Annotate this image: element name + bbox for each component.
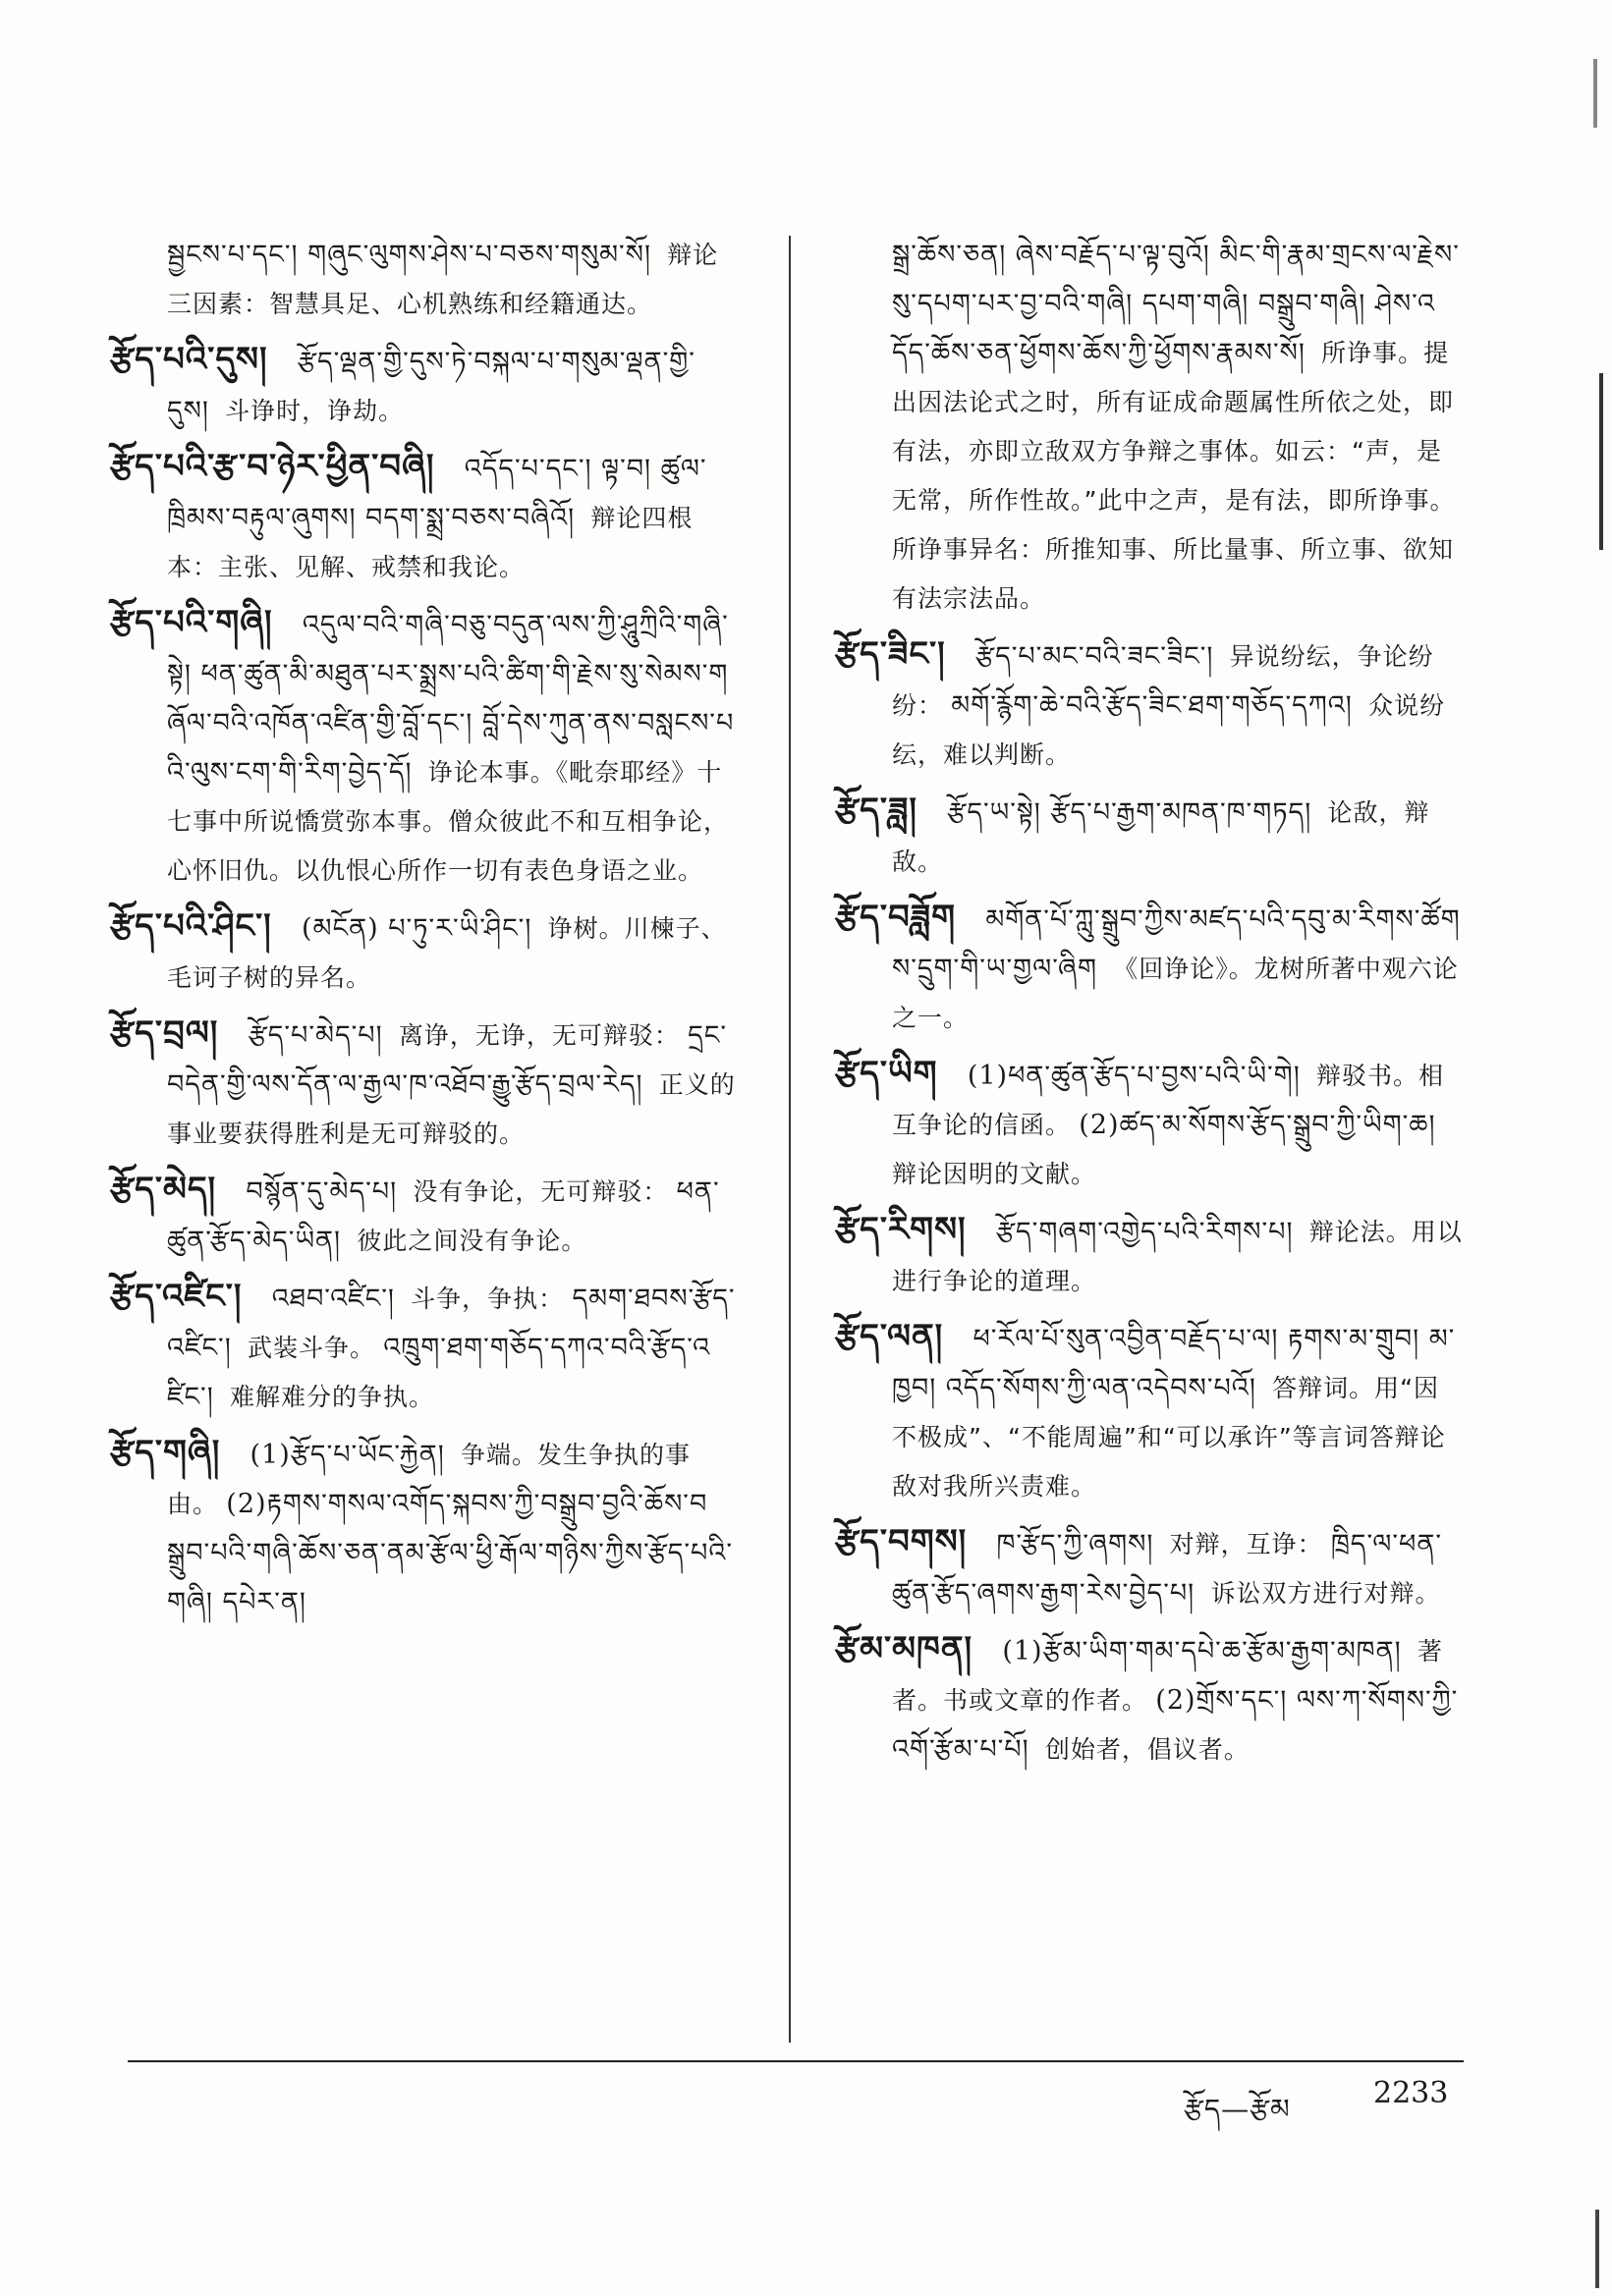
entry-headword: རྩོད་རིགས། bbox=[835, 1210, 967, 1249]
dictionary-entry bbox=[110, 442, 739, 592]
left-column bbox=[110, 231, 739, 1633]
scan-edge-mark bbox=[1599, 373, 1603, 550]
entry-tibetan: རྩོད་གཞག་འགྱེད་པའི་རིགས་པ། bbox=[995, 1217, 1294, 1247]
sense-tibetan: (2)ཚད་མ་སོགས་རྩོད་སྒྲུབ་ཀྱི་ཡིག་ཆ། bbox=[1079, 1110, 1436, 1140]
entry-headword: རྩོད་གཞི། bbox=[110, 1433, 221, 1472]
scan-edge-mark bbox=[1593, 59, 1597, 128]
entry-chinese: 离诤，无诤，无可辩驳： bbox=[398, 1021, 680, 1050]
entry-headword: རྩོད་པའི་ཤིང་། bbox=[110, 906, 272, 946]
entry-headword: རྩོད་ཡིག bbox=[835, 1054, 938, 1093]
example-chinese: 武装斗争。 bbox=[248, 1334, 376, 1362]
dictionary-entry bbox=[835, 1312, 1464, 1511]
entry-chinese: 异说纷纭，争论纷纷： bbox=[892, 642, 1434, 720]
entry-headword: རྩོད་ལན། bbox=[835, 1317, 944, 1356]
dictionary-entry bbox=[835, 1517, 1464, 1618]
example-chinese: 正义的事业要获得胜利是无可辩驳的。 bbox=[167, 1070, 736, 1148]
entry-chinese: 著者。书或文章的作者。 bbox=[892, 1637, 1443, 1715]
entry-tibetan: འདོད་པ་དང་། ལྟ་བ། ཚུལ་ཁྲིམས་བརྟུལ་ཞུགས། བདག་སྨྲ་བཅས་བཞིའོ། bbox=[167, 454, 707, 533]
entry-chinese: 争端。发生争执的事由。 bbox=[167, 1441, 691, 1518]
dictionary-entry bbox=[835, 893, 1464, 1043]
dictionary-entry bbox=[835, 629, 1464, 780]
dictionary-entry bbox=[835, 231, 1464, 624]
dictionary-entry bbox=[110, 231, 739, 329]
entry-chinese: 所诤事。提出因法论式之时，所有证成命题属性所依之处，即有法，亦即立敌双方争辩之事体。如云：“声，是无常，所作性故。”此中之声，是有法，即所诤事。所诤事异名：所推知事、所比量事、所立事、欲知有法宗法品。 bbox=[892, 339, 1456, 613]
dictionary-entry bbox=[110, 1009, 739, 1159]
entry-tibetan: (1)རྩོམ་ཡིག་གམ་དཔེ་ཆ་རྩོམ་རྒྱག་མཁན། bbox=[1002, 1636, 1402, 1667]
sense-chinese: 辩论因明的文献。 bbox=[892, 1160, 1097, 1188]
entry-chinese: 斗争，争执： bbox=[411, 1285, 565, 1313]
entry-headword: རྩོད་པའི་གཞི། bbox=[110, 603, 273, 642]
entry-tibetan: བསྙོན་དུ་མེད་པ། bbox=[246, 1176, 398, 1207]
dictionary-entry bbox=[110, 335, 739, 436]
example-chinese: 诉讼双方进行对辩。 bbox=[1210, 1579, 1441, 1608]
entry-headword: རྩོད་འཛིང་། bbox=[110, 1277, 243, 1316]
entry-chinese: 《回诤论》。龙树所著中观六论之一。 bbox=[892, 955, 1459, 1032]
entry-headword: རྩོད་བྲལ། bbox=[110, 1013, 219, 1053]
entry-chinese: 诤树。川楝子、毛诃子树的异名。 bbox=[167, 914, 727, 992]
entry-chinese: 辩论法。用以进行争论的道理。 bbox=[892, 1218, 1463, 1295]
entry-tibetan: ཁ་རྩོད་ཀྱི་ཞགས། bbox=[996, 1529, 1154, 1559]
example-chinese: 众说纷纭，难以判断。 bbox=[892, 691, 1446, 769]
entry-tibetan: མགོན་པོ་ཀླུ་སྒྲུབ་ཀྱིས་མཛད་པའི་དབུ་མ་རིགས་ཚོགས་དྲུག་གི་ཡ་གྱལ་ཞིག bbox=[892, 904, 1461, 984]
example-tibetan: མགོ་རྙོག་ཆེ་བའི་རྩོད་ཟིང་ཐག་གཅོད་དཀའ། bbox=[951, 690, 1353, 721]
entry-chinese: 诤论本事。《毗奈耶经》十七事中所说憍赏弥本事。僧众彼此不和互相争论，心怀旧仇。以仇恨心所作一切有表色身语之业。 bbox=[167, 758, 730, 885]
entry-tibetan: (1)ཕན་ཚུན་རྩོད་པ་བྱས་པའི་ཡི་གེ། bbox=[967, 1061, 1301, 1091]
entry-headword: རྩོད་བགས། bbox=[835, 1522, 968, 1561]
entry-tibetan: ཕ་རོལ་པོ་སུན་འབྱིན་བརྗོད་པ་ལ། རྟགས་མ་གྲུབ། མ་ཁྱབ། འདོད་སོགས་ཀྱི་ལན་འདེབས་པའོ། bbox=[892, 1324, 1456, 1403]
entry-chinese: 斗诤时，诤劫。 bbox=[225, 397, 405, 425]
footer-rule bbox=[128, 2060, 1464, 2062]
dictionary-entry bbox=[110, 1165, 739, 1266]
example-chinese: 难解难分的争执。 bbox=[229, 1383, 434, 1411]
footer-headword-range: རྩོད—རྩོམ bbox=[1184, 2093, 1291, 2125]
dictionary-entry bbox=[835, 786, 1464, 887]
page-number: 2233 bbox=[1373, 2076, 1449, 2110]
dictionary-entry bbox=[110, 1428, 739, 1627]
sense-chinese: 创始者，倡议者。 bbox=[1044, 1735, 1250, 1764]
dictionary-entry bbox=[835, 1049, 1464, 1199]
example-tibetan: ཕན་ཚུན་རྩོད་མེད་ཡིན། bbox=[167, 1176, 720, 1256]
entry-chinese: 辩论三因素：智慧具足、心机熟练和经籍通达。 bbox=[167, 241, 719, 318]
example-tibetan: ཁྲིད་ལ་ཕན་ཚུན་རྩོད་ཞགས་རྒྱག་རེས་བྱེད་པ། bbox=[892, 1529, 1443, 1609]
entry-headword: རྩོམ་མཁན། bbox=[835, 1629, 973, 1668]
entry-headword: རྩོད་མེད། bbox=[110, 1170, 217, 1209]
dictionary-entry bbox=[110, 598, 739, 896]
dictionary-entry bbox=[110, 902, 739, 1003]
entry-tibetan: རྩོད་པ་མེད་པ། bbox=[248, 1020, 383, 1051]
dictionary-entry bbox=[835, 1205, 1464, 1306]
example-tibetan: དྲང་བདེན་གྱི་ལས་དོན་ལ་རྒྱལ་ཁ་འཐོབ་རྒྱུ་རྩོད་བྲལ་རེད། bbox=[167, 1020, 728, 1100]
entry-headword: རྩོད་པའི་དུས། bbox=[110, 340, 268, 379]
dictionary-entry bbox=[835, 1624, 1464, 1775]
entry-chinese: 辩论四根本：主张、见解、戒禁和我论。 bbox=[167, 504, 694, 581]
entry-headword: རྩོད་ཟླ། bbox=[835, 791, 917, 830]
entry-tibetan: རྩོད་པ་མང་བའི་ཟང་ཟིང་། bbox=[974, 641, 1214, 672]
entry-tibetan: རྩོད་ལྡན་གྱི་དུས་ཏེ་བསྐལ་པ་གསུམ་ལྡན་གྱི་དུས། bbox=[167, 347, 695, 426]
entry-tibetan: སྦྱངས་པ་དང་། གཞུང་ལུགས་ཤེས་པ་བཅས་གསུམ་སོ། bbox=[167, 240, 651, 270]
example-chinese: 彼此之间没有争论。 bbox=[357, 1227, 587, 1255]
sense-tibetan: (2)གྲོས་དང་། ལས་ཀ་སོགས་ཀྱི་འགོ་རྩོམ་པ་པོ། bbox=[892, 1685, 1459, 1765]
sense-tibetan: (2)རྟགས་གསལ་འགོད་སྐབས་ཀྱི་བསྒྲུབ་བྱའི་ཆོས་བསྒྲུབ་པའི་གཞི་ཆོས་ཅན་ནམ་རྩོལ་ཕྱི་རྒོལ་གཉིས་ཀྱིས་རྩོད་པའི་གཞི། དཔེར་ན། bbox=[167, 1489, 734, 1617]
entry-chinese: 论敌，辩敌。 bbox=[892, 798, 1430, 876]
entry-headword: རྩོད་པའི་རྩ་བ་ཉེར་ཕྱིན་བཞི། bbox=[110, 447, 435, 486]
entry-chinese: 辩驳书。相互争论的信函。 bbox=[892, 1062, 1444, 1139]
entry-headword: རྩོད་བཟློག bbox=[835, 898, 957, 937]
entry-tibetan: རྩོད་ཡ་སྟེ། རྩོད་པ་རྒྱག་མཁན་ཁ་གཏད། bbox=[947, 797, 1312, 828]
column-divider bbox=[789, 236, 791, 2043]
entry-tibetan: འདུལ་བའི་གཞི་བཅུ་བདུན་ལས་ཀྱི་ཤཱུཀྲིའི་གཞི་སྟེ། ཕན་ཚུན་མི་མཐུན་པར་སྨྲས་པའི་ཚིག་གི་རྗེས་སུ་སེམས་གཞོལ་བའི་འཁོན་འཛིན་གྱི་བློ་དང་། བློ་དེས་ཀུན་ནས་བསླངས་པའི་ལུས་ངག་གི་རིག་བྱེད་དོ། bbox=[167, 610, 735, 788]
right-column bbox=[835, 231, 1464, 1780]
entry-headword: རྩོད་ཟིང་། bbox=[835, 634, 946, 674]
entry-tibetan: (མངོན) པ་ཏུ་ར་ཡི་ཤིང་། bbox=[302, 913, 532, 944]
entry-chinese: 答辩词。用“因不极成”、“不能周遍”和“可以承许”等言词答辩论敌对我所兴责难。 bbox=[892, 1374, 1446, 1501]
entry-chinese: 没有争论，无可辩驳： bbox=[413, 1177, 669, 1206]
entry-chinese: 对辩，互诤： bbox=[1169, 1530, 1323, 1558]
entry-tibetan: སྒྲ་ཆོས་ཅན། ཞེས་བརྗོད་པ་ལྟ་བུའོ། མིང་གི་རྣམ་གྲངས་ལ་རྗེས་སུ་དཔག་པར་བྱ་བའི་གཞི། དཔག་གཞི། བསྒྲུབ་གཞི། ཤེས་འདོད་ཆོས་ཅན་ཕྱོགས་ཆོས་ཀྱི་ཕྱོགས་རྣམས་སོ། bbox=[892, 240, 1460, 368]
entry-tibetan: (1)རྩོད་པ་ཡོང་རྐྱེན། bbox=[250, 1440, 445, 1470]
example-tibetan: འཁྲུག་ཐག་གཅོད་དཀའ་བའི་རྩོད་འཛིང་། bbox=[167, 1333, 711, 1412]
dictionary-entry bbox=[110, 1272, 739, 1422]
example-tibetan: དམག་ཐབས་རྩོད་འཛིང་། bbox=[167, 1284, 736, 1363]
entry-tibetan: འཐབ་འཛིང་། bbox=[271, 1284, 395, 1314]
scan-edge-mark bbox=[1595, 2210, 1599, 2288]
